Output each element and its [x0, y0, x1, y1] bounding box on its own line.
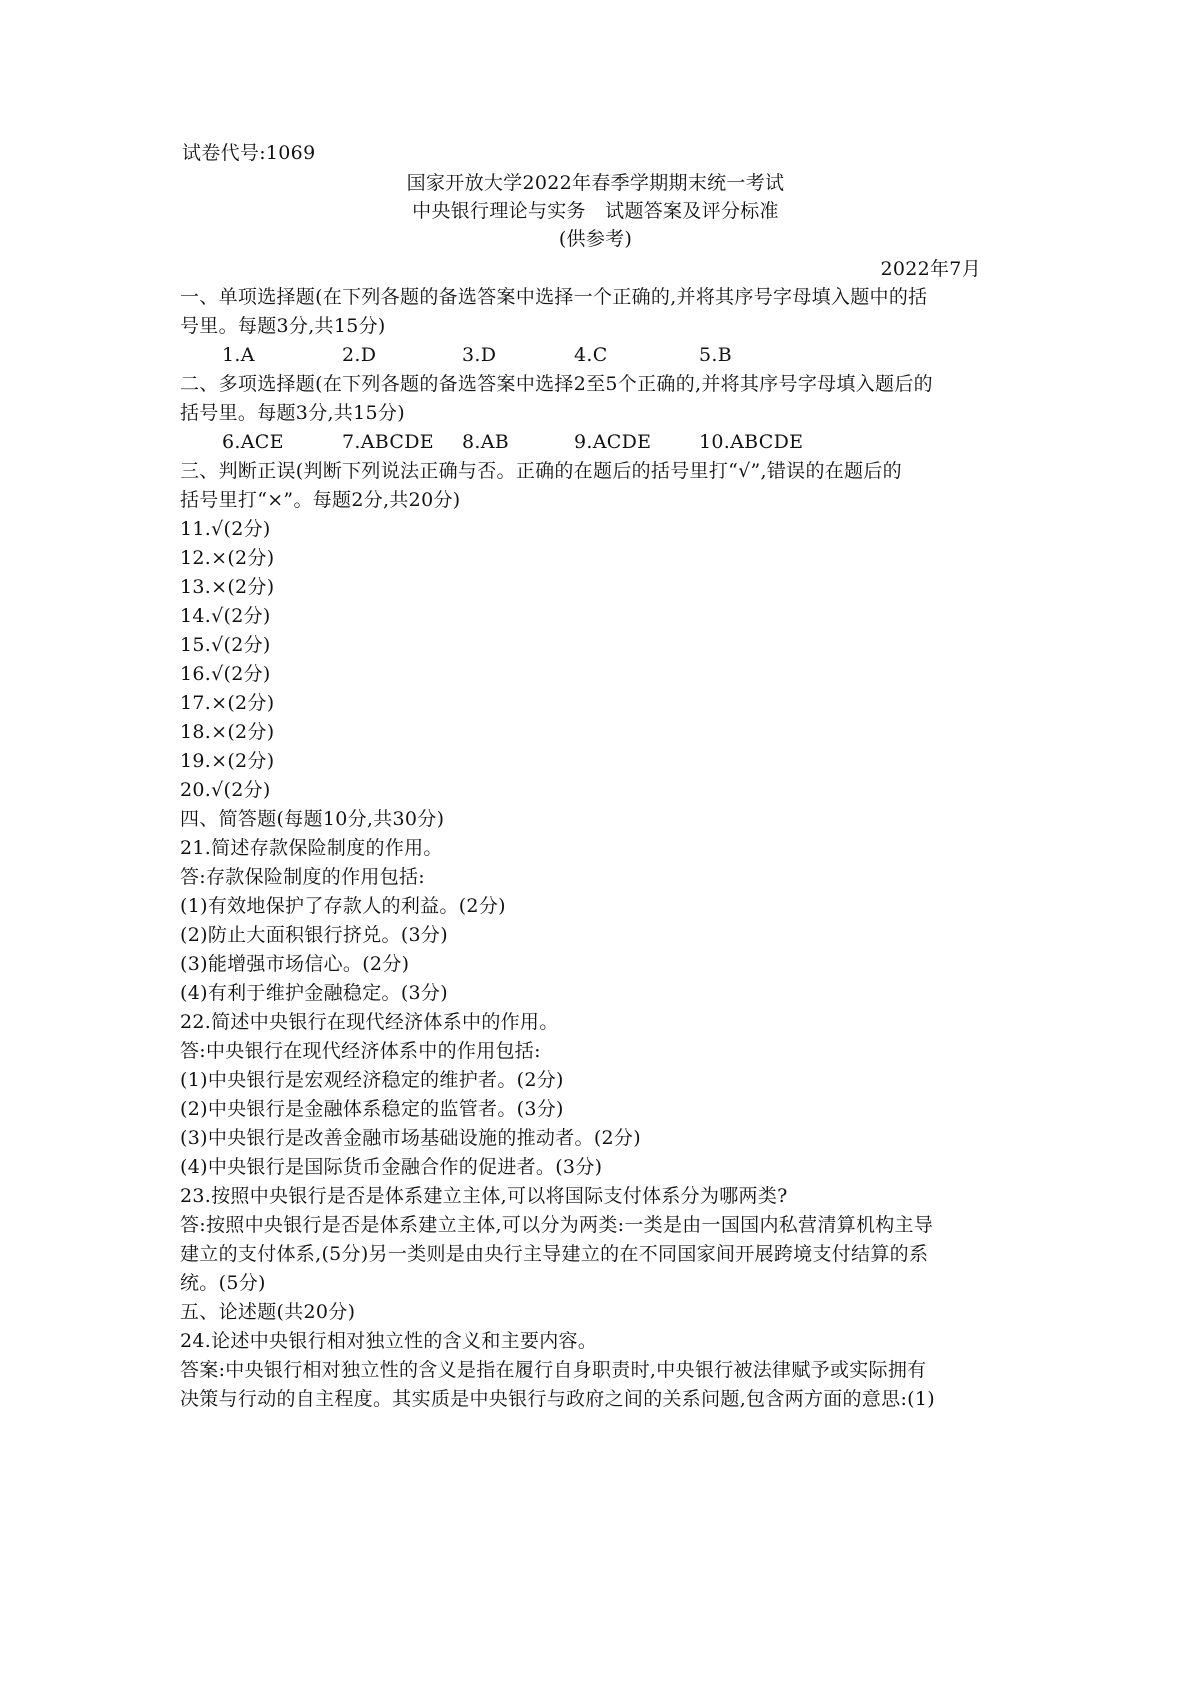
answer-point: (3)中央银行是改善金融市场基础设施的推动者。(2分)	[180, 1127, 641, 1149]
reference-note: (供参考)	[558, 228, 633, 250]
section1-heading-cont: 号里。每题3分,共15分)	[180, 315, 386, 337]
section2-heading-cont: 括号里。每题3分,共15分)	[180, 402, 405, 424]
judgement-answer: 17.×(2分)	[180, 692, 275, 714]
exam-date: 2022年7月	[880, 258, 981, 280]
answer-text: 决策与行动的自主程度。其实质是中央银行与政府之间的关系问题,包含两方面的意思:(1)	[180, 1388, 935, 1410]
answer-item: 1.A	[222, 344, 255, 366]
answer-point: (4)有利于维护金融稳定。(3分)	[180, 982, 448, 1004]
answer-item: 3.D	[462, 344, 497, 366]
judgement-answer: 20.√(2分)	[180, 779, 271, 801]
section2-answers	[222, 429, 803, 455]
section1-heading: 一、单项选择题(在下列各题的备选答案中选择一个正确的,并将其序号字母填入题中的括	[180, 286, 928, 308]
answer-item: 10.ABCDE	[699, 431, 804, 453]
section3-heading-cont: 括号里打“×”。每题2分,共20分)	[180, 489, 461, 511]
answer-item: 5.B	[699, 344, 732, 366]
answer-intro: 答:中央银行在现代经济体系中的作用包括:	[180, 1040, 541, 1062]
paper-code: 试卷代号:1069	[182, 142, 316, 164]
question-24: 24.论述中央银行相对独立性的含义和主要内容。	[180, 1330, 598, 1352]
question-22: 22.简述中央银行在现代经济体系中的作用。	[180, 1011, 559, 1033]
judgement-answer: 13.×(2分)	[180, 576, 275, 598]
judgement-answer: 14.√(2分)	[180, 605, 271, 627]
answer-item: 2.D	[342, 344, 377, 366]
section4-heading: 四、简答题(每题10分,共30分)	[180, 808, 445, 830]
answer-point: (4)中央银行是国际货币金融合作的促进者。(3分)	[180, 1156, 603, 1178]
answer-text: 建立的支付体系,(5分)另一类则是由央行主导建立的在不同国家间开展跨境支付结算的系	[180, 1243, 929, 1265]
exam-subtitle: 中央银行理论与实务 试题答案及评分标准	[412, 200, 779, 222]
answer-item: 6.ACE	[222, 431, 284, 453]
answer-item: 8.AB	[462, 431, 510, 453]
question-21: 21.简述存款保险制度的作用。	[180, 837, 443, 859]
section2-heading: 二、多项选择题(在下列各题的备选答案中选择2至5个正确的,并将其序号字母填入题后的	[180, 373, 933, 395]
section5-heading: 五、论述题(共20分)	[180, 1301, 356, 1323]
section3-heading: 三、判断正误(判断下列说法正确与否。正确的在题后的括号里打“√”,错误的在题后的	[180, 460, 902, 482]
answer-item: 9.ACDE	[574, 431, 652, 453]
answer-text: 统。(5分)	[180, 1272, 266, 1294]
answer-point: (2)中央银行是金融体系稳定的监管者。(3分)	[180, 1098, 564, 1120]
answer-point: (3)能增强市场信心。(2分)	[180, 953, 410, 975]
exam-title: 国家开放大学2022年春季学期期末统一考试	[406, 172, 785, 194]
judgement-answer: 11.√(2分)	[180, 518, 271, 540]
answer-item: 4.C	[574, 344, 608, 366]
question-23: 23.按照中央银行是否是体系建立主体,可以将国际支付体系分为哪两类?	[180, 1185, 788, 1207]
judgement-answer: 15.√(2分)	[180, 634, 271, 656]
section1-answers	[222, 342, 732, 368]
answer-point: (1)有效地保护了存款人的利益。(2分)	[180, 895, 506, 917]
answer-point: (2)防止大面积银行挤兑。(3分)	[180, 924, 448, 946]
answer-intro: 答:存款保险制度的作用包括:	[180, 866, 426, 888]
answer-text: 答:按照中央银行是否是体系建立主体,可以分为两类:一类是由一国国内私营清算机构主导	[180, 1214, 934, 1236]
answer-text: 答案:中央银行相对独立性的含义是指在履行自身职责时,中央银行被法律赋予或实际拥有	[180, 1359, 927, 1381]
judgement-answer: 12.×(2分)	[180, 547, 275, 569]
judgement-answer: 19.×(2分)	[180, 750, 275, 772]
judgement-answer: 16.√(2分)	[180, 663, 271, 685]
answer-point: (1)中央银行是宏观经济稳定的维护者。(2分)	[180, 1069, 564, 1091]
answer-item: 7.ABCDE	[342, 431, 434, 453]
judgement-answer: 18.×(2分)	[180, 721, 275, 743]
